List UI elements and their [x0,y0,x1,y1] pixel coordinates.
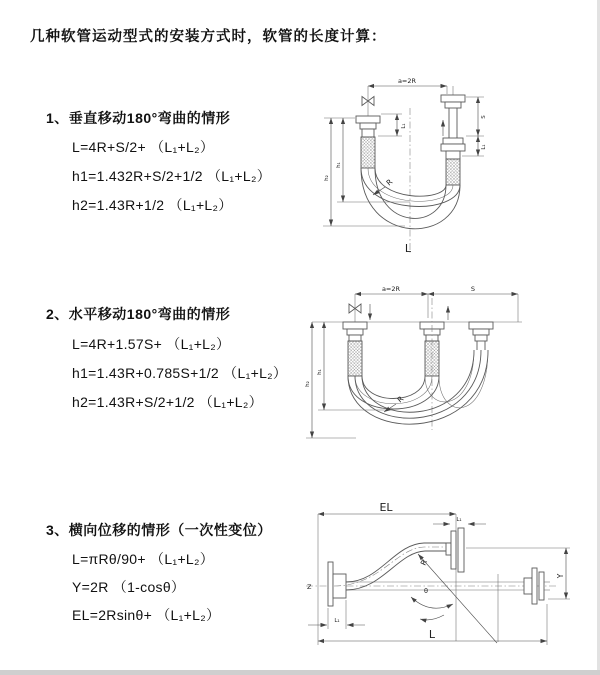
section-2-formula-L: L=4R+1.57S+ （L₁+L₂） [72,336,231,352]
section-3-formula-L: L=πRθ/90+ （L₁+L₂） [72,551,215,567]
dimension-s [428,285,518,322]
dim-label-h2: h₂ [324,175,330,181]
dim-label-y: Y [556,573,565,579]
dim-label-a2r: a=2R [381,285,401,293]
dim-label-a2r: a=2R [397,77,417,85]
section-1-formula-L: L=4R+S/2+ （L₁+L₂） [72,139,215,155]
length-label: L [404,242,412,255]
dim-label-l1: L₁ [481,144,487,150]
dim-label-el: EL [379,501,393,514]
top-right-flange-fitting [446,528,464,572]
diagram-vertical-180 [310,70,600,260]
dim-label-h2: h₂ [305,381,311,387]
dim-label-s: S [470,285,476,293]
dim-label-l1: L₁ [401,123,407,129]
dimension-l1-top [433,517,486,524]
page-edge-bottom [0,670,600,675]
radius-label: R [418,558,430,567]
right-flange-fitting [469,322,493,350]
dim-label-h1: h₁ [336,162,342,168]
left-flange-fitting [356,116,380,168]
hose-u-bend [361,168,460,229]
braided-section [446,159,460,185]
dimension-l1-left [378,114,407,136]
left-flange-fitting [343,322,367,376]
angle-theta [411,587,453,620]
section-2-formula-h2: h2=1.43R+S/2+1/2 （L₁+L₂） [72,394,263,410]
radius-label: R [395,394,406,405]
section-3-formula-Y: Y=2R （1-cosθ） [72,579,186,595]
braided-section [348,341,362,376]
diagram-lateral-offset [298,498,598,653]
left-flange-fitting [328,562,346,606]
section-2-heading: 2、水平移动180°弯曲的情形 [46,306,231,322]
dimension-l [318,604,547,645]
anchor-mark: Z [307,583,312,591]
dimension-s [462,97,487,156]
right-flange-fitting [441,86,465,185]
dimension-l1-bottom [308,600,365,629]
dim-label-l1: L₁ [456,517,462,523]
dim-label-l: L [428,628,436,641]
braided-section [361,137,375,168]
section-3-heading: 3、横向位移的情形（一次性变位） [46,522,272,538]
diagram-horizontal-180 [300,280,600,450]
dim-label-h1: h₁ [317,369,323,375]
dim-label-l1: L₁ [334,618,340,624]
section-1-formula-h1: h1=1.432R+S/2+1/2 （L₁+L₂） [72,168,272,184]
section-1-heading: 1、垂直移动180°弯曲的情形 [46,110,231,126]
dim-label-s: S [481,115,487,119]
section-3-formula-EL: EL=2Rsinθ+ （L₁+L₂） [72,607,221,623]
section-1-formula-h2: h2=1.43R+1/2 （L₁+L₂） [72,197,233,213]
page-title: 几种软管运动型式的安装方式时，软管的长度计算： [30,29,387,45]
dimension-a2r [368,77,447,94]
section-2-formula-h1: h1=1.43R+0.785S+1/2 （L₁+L₂） [72,365,288,381]
hose-u-bend-position2 [348,350,488,424]
hose-s-curve [334,543,458,590]
dimension-a2r [355,285,428,294]
dimension-y [466,548,570,599]
angle-label: θ [424,587,428,595]
radius-label: R [384,177,395,188]
